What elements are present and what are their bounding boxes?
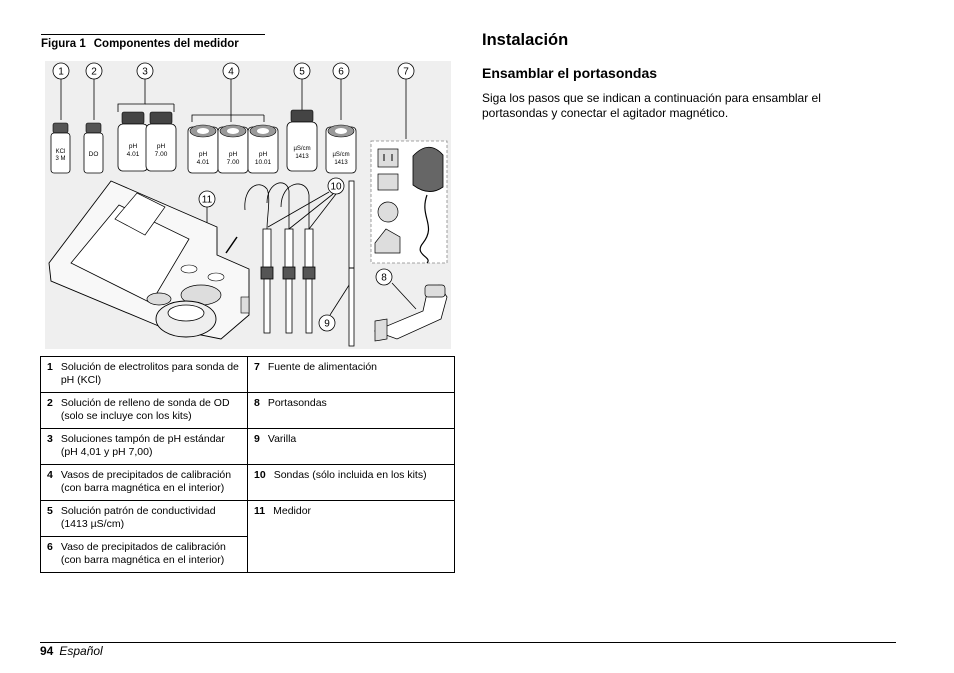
section-title: Instalación bbox=[482, 31, 569, 49]
footer-language: Español bbox=[59, 644, 103, 658]
calibration-beaker-700 bbox=[218, 125, 248, 173]
callout-8 bbox=[376, 269, 392, 285]
ph-401-bottle bbox=[118, 112, 148, 171]
legend-text: Sondas (sólo incluida en los kits) bbox=[273, 469, 427, 481]
calibration-beaker-1001 bbox=[248, 125, 278, 173]
legend-row bbox=[41, 501, 455, 537]
callout-2 bbox=[86, 63, 102, 79]
legend-number: 4 bbox=[47, 469, 53, 481]
legend-number: 9 bbox=[254, 433, 260, 445]
components-legend-table bbox=[40, 356, 455, 573]
svg-text:11: 11 bbox=[201, 194, 213, 206]
subsection-title: Ensamblar el portasondas bbox=[482, 65, 658, 81]
svg-text:pH: pH bbox=[198, 151, 208, 158]
legend-text: Vasos de precipitados de calibración (con barra magnética en el interior) bbox=[60, 469, 232, 494]
legend-number: 7 bbox=[254, 361, 260, 373]
callout-4 bbox=[223, 63, 239, 79]
legend-cell bbox=[41, 393, 248, 429]
legend-number: 10 bbox=[254, 469, 266, 481]
svg-text:2: 2 bbox=[91, 66, 97, 78]
svg-text:1413: 1413 bbox=[334, 160, 348, 166]
legend-cell bbox=[248, 465, 455, 501]
callout-11 bbox=[199, 191, 215, 207]
callout-6 bbox=[333, 63, 349, 79]
legend-text: Vaso de precipitados de calibración (con barra magnética en el interior) bbox=[60, 541, 226, 566]
callout-3 bbox=[137, 63, 153, 79]
legend-row bbox=[41, 465, 455, 501]
svg-text:4: 4 bbox=[228, 66, 234, 78]
svg-text:pH: pH bbox=[228, 151, 238, 158]
legend-cell bbox=[41, 357, 248, 393]
figure-caption-text: Componentes del medidor bbox=[93, 38, 239, 50]
kcl-bottle bbox=[51, 123, 70, 173]
svg-text:6: 6 bbox=[338, 66, 344, 78]
calibration-beaker-401 bbox=[188, 125, 218, 173]
figure-caption-label: Figura 1 bbox=[41, 38, 86, 50]
conductivity-beaker bbox=[326, 125, 356, 173]
callout-9 bbox=[319, 315, 335, 331]
callout-10 bbox=[328, 178, 344, 194]
svg-text:pH: pH bbox=[156, 143, 166, 150]
legend-text: Medidor bbox=[273, 505, 312, 517]
legend-text: Solución de relleno de sonda de OD (solo se incluye con los kits) bbox=[60, 397, 230, 422]
svg-text:10.01: 10.01 bbox=[254, 159, 272, 166]
components-drawing bbox=[41, 57, 455, 350]
conductivity-standard-bottle bbox=[287, 110, 317, 171]
legend-cell bbox=[248, 393, 455, 429]
callout-1 bbox=[53, 63, 69, 79]
callout-7 bbox=[398, 63, 414, 79]
page-footer bbox=[40, 644, 103, 658]
legend-text: Fuente de alimentación bbox=[267, 361, 377, 373]
svg-text:µS/cm: µS/cm bbox=[293, 146, 311, 152]
legend-number: 5 bbox=[47, 505, 53, 517]
legend-number: 8 bbox=[254, 397, 260, 409]
legend-text: Portasondas bbox=[267, 397, 327, 409]
legend-number: 6 bbox=[47, 541, 53, 553]
legend-number: 11 bbox=[254, 505, 266, 517]
do-bottle bbox=[84, 123, 103, 173]
components-illustration bbox=[41, 57, 455, 350]
legend-number: 1 bbox=[47, 361, 53, 373]
svg-text:3 M: 3 M bbox=[55, 156, 66, 162]
svg-text:1: 1 bbox=[58, 66, 64, 78]
legend-cell bbox=[41, 501, 248, 537]
ph-700-bottle bbox=[146, 112, 176, 171]
legend-text: Solución patrón de conductividad (1413 µS/cm) bbox=[60, 505, 216, 530]
svg-text:7.00: 7.00 bbox=[226, 159, 240, 166]
footer-divider bbox=[40, 642, 896, 643]
power-supply bbox=[371, 141, 447, 263]
legend-number: 2 bbox=[47, 397, 53, 409]
legend-cell bbox=[248, 501, 455, 573]
legend-text: Varilla bbox=[267, 433, 297, 445]
legend-text: Solución de electrolitos para sonda de pH (KCl) bbox=[60, 361, 239, 386]
page-number: 94 bbox=[40, 644, 54, 658]
svg-text:7.00: 7.00 bbox=[154, 151, 168, 158]
legend-cell bbox=[248, 429, 455, 465]
svg-text:pH: pH bbox=[258, 151, 268, 158]
svg-text:µS/cm: µS/cm bbox=[332, 152, 350, 158]
svg-text:4.01: 4.01 bbox=[196, 159, 210, 166]
callout-5 bbox=[294, 63, 310, 79]
support-rod bbox=[349, 181, 354, 346]
svg-text:10: 10 bbox=[330, 181, 342, 193]
legend-cell bbox=[41, 465, 248, 501]
legend-text: Soluciones tampón de pH estándar (pH 4,01 y pH 7,00) bbox=[60, 433, 225, 458]
legend-row bbox=[41, 393, 455, 429]
svg-text:7: 7 bbox=[403, 66, 409, 78]
legend-cell bbox=[41, 537, 248, 573]
legend-cell bbox=[248, 357, 455, 393]
legend-cell bbox=[41, 429, 248, 465]
svg-text:3: 3 bbox=[142, 66, 148, 78]
svg-text:4.01: 4.01 bbox=[126, 151, 140, 158]
svg-text:KCl: KCl bbox=[55, 149, 66, 155]
legend-number: 3 bbox=[47, 433, 53, 445]
svg-text:8: 8 bbox=[381, 272, 387, 284]
legend-row bbox=[41, 357, 455, 393]
svg-text:DO: DO bbox=[88, 151, 99, 158]
svg-text:1413: 1413 bbox=[295, 154, 309, 160]
svg-text:pH: pH bbox=[128, 143, 138, 150]
instruction-paragraph: Siga los pasos que se indican a continuación para ensamblar el portasondas y conectar el agitador magnético. bbox=[482, 91, 821, 120]
svg-text:9: 9 bbox=[324, 318, 330, 330]
figure-caption bbox=[41, 34, 265, 50]
svg-text:5: 5 bbox=[299, 66, 305, 78]
legend-row bbox=[41, 429, 455, 465]
